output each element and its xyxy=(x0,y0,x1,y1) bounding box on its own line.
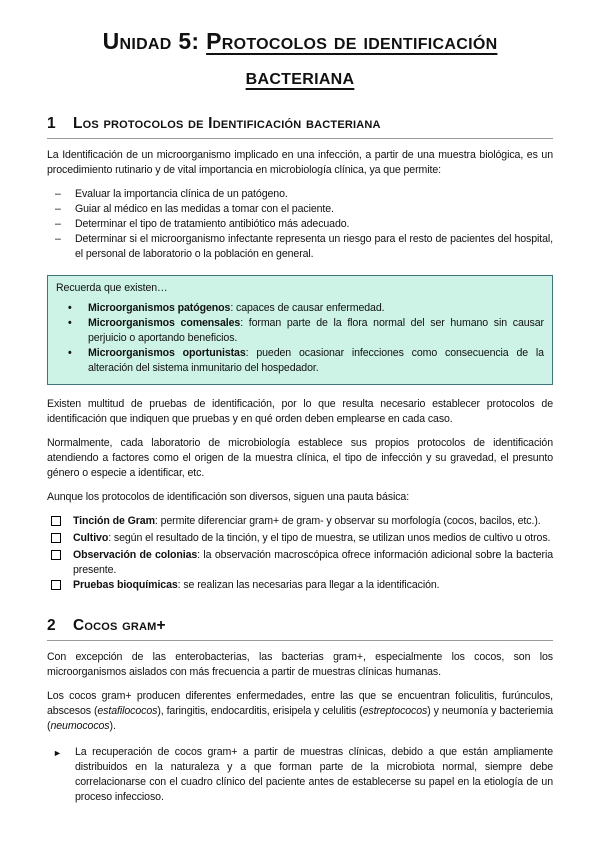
checklist-item xyxy=(47,578,553,595)
section-2-heading xyxy=(47,617,553,641)
bullet-icon: • xyxy=(68,317,72,329)
body-paragraph-with-italics: Los cocos gram+ producen diferentes enfermedades, entre las que se encuentran foliculitis, furúnculos, abscesos (estafilococos), faringitis, endocarditis, erisipela y celulitis (estreptococos) y neumonía y bacteriemia (neumococos). xyxy=(47,690,553,732)
checklist-rest: : la observación macroscópica ofrece información adicional sobre la bacteria presente. xyxy=(73,549,553,576)
checkbox-icon xyxy=(47,578,73,595)
body-paragraph: Normalmente, cada laboratorio de microbiología establece sus propios protocolos de identificación atendiendo a factores como el origen de la muestra clínica, el tipo de infección y su gravedad, el presunto género o especie a identificar, etc. xyxy=(47,437,553,479)
dash-list-item xyxy=(47,232,553,262)
body-paragraph: Existen multitud de pruebas de identificación, por lo que resulta necesario establecer protocolos de identificación que indiquen que pruebas y en qué orden deben emplearse en cada caso. xyxy=(47,398,553,425)
body-paragraph: Aunque los protocolos de identificación son diversos, siguen una pauta básica: xyxy=(47,491,410,503)
bullet-rest: : capaces de causar enfermedad. xyxy=(230,302,385,314)
reminder-callout-box xyxy=(47,275,553,385)
dash-list-item xyxy=(47,217,553,232)
callout-bullet-item xyxy=(56,316,544,346)
body-paragraph: Con excepción de las enterobacterias, las bacterias gram+, especialmente los cocos, son los microorganismos aislados con más frecuencia a partir de muestras clínicas humanas. xyxy=(47,651,553,678)
dash-list-item xyxy=(47,202,553,217)
callout-bullet-item xyxy=(56,301,544,316)
callout-title: Recuerda que existen… xyxy=(56,282,168,294)
checklist-item xyxy=(47,548,553,578)
callout-bullet-text xyxy=(88,346,544,376)
checklist-lead: Pruebas bioquímicas xyxy=(73,579,178,591)
checklist-item-text xyxy=(73,578,553,595)
checklist-rest: : se realizan las necesarias para llegar a la identificación. xyxy=(177,579,440,591)
arrow-note-item xyxy=(47,745,553,805)
callout-bullet-item xyxy=(56,346,544,376)
dash-item-text: Determinar si el microorganismo infectante representa un riesgo para el resto de pacientes del hospital, el personal de laboratorio o la población en general. xyxy=(75,233,553,260)
checklist-lead: Tinción de Gram xyxy=(73,515,155,527)
arrow-note-text: La recuperación de cocos gram+ a partir de muestras clínicas, debido a que están ampliamente distribuidos en la naturaleza y a que forman parte de la microbiota normal, siempre debe correlacionarse con el cuadro clínico del paciente antes de establecerse su papel en la etiología de un proceso infeccioso. xyxy=(75,746,553,803)
bullet-rest: : forman parte de la flora normal del ser humano sin causar perjuicio o aportando beneficios. xyxy=(88,317,544,344)
dash-item-text: Evaluar la importancia clínica de un patógeno. xyxy=(75,188,288,200)
callout-bullet-text xyxy=(88,316,544,346)
section-2-number: 2 xyxy=(47,617,56,634)
section-1-heading-label: Los protocolos de Identificación bacteriana xyxy=(73,115,381,132)
dash-icon: – xyxy=(55,218,61,230)
bullet-icon: • xyxy=(68,347,72,359)
checklist-lead: Cultivo xyxy=(73,532,109,544)
checklist-rest: : permite diferenciar gram+ de gram- y observar su morfología (cocos, bacilos, etc.). xyxy=(154,515,541,527)
checkbox-icon xyxy=(47,548,73,578)
checklist-item xyxy=(47,531,553,548)
checklist-lead: Observación de colonias xyxy=(73,549,198,561)
section-2-heading-label: Cocos gram+ xyxy=(73,617,166,634)
checklist-rest: : según el resultado de la tinción, y el tipo de muestra, se utilizan unos medios de cultivo u otros. xyxy=(108,532,551,544)
checkbox-icon xyxy=(47,514,73,531)
dash-list-item xyxy=(47,187,553,202)
bullet-lead: Microorganismos oportunistas xyxy=(88,347,246,359)
checklist-item-text xyxy=(73,514,553,531)
page-title-prefix: Unidad 5: xyxy=(102,28,207,54)
checkbox-icon xyxy=(47,531,73,548)
checklist xyxy=(47,514,553,595)
dash-icon: – xyxy=(55,203,61,215)
checklist-item xyxy=(47,514,553,531)
page-title xyxy=(47,24,553,93)
checklist-item-text xyxy=(73,548,553,578)
dash-item-text: Determinar el tipo de tratamiento antibiótico más adecuado. xyxy=(75,218,350,230)
bullet-icon: • xyxy=(68,302,72,314)
page-title-underlined: Protocolos de identificación bacteriana xyxy=(206,28,498,89)
section-1-heading xyxy=(47,115,553,139)
checklist-item-text xyxy=(73,531,553,548)
arrow-bullet-icon: ► xyxy=(53,748,62,758)
section-1-number: 1 xyxy=(47,115,56,132)
bullet-lead: Microorganismos comensales xyxy=(88,317,241,329)
bullet-lead: Microorganismos patógenos xyxy=(88,302,231,314)
bullet-rest: : pueden ocasionar infecciones como consecuencia de la alteración del sistema inmunitario del hospedador. xyxy=(88,347,544,374)
dash-icon: – xyxy=(55,233,61,245)
callout-bullet-text xyxy=(88,301,544,316)
dash-item-text: Guiar al médico en las medidas a tomar con el paciente. xyxy=(75,203,334,215)
dash-icon: – xyxy=(55,188,61,200)
dash-list xyxy=(47,187,553,262)
intro-paragraph: La Identificación de un microorganismo implicado en una infección, a partir de una muestra biológica, es un procedimiento rutinario y de vital importancia en microbiología clínica, ya que permite: xyxy=(47,149,553,176)
